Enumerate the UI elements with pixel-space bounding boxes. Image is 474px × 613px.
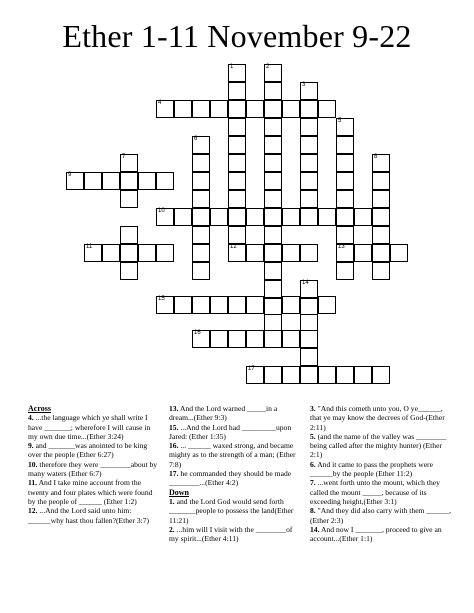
grid-cell[interactable] (210, 330, 228, 348)
grid-cell[interactable] (264, 136, 282, 154)
grid-cell[interactable] (192, 190, 210, 208)
grid-cell[interactable] (282, 296, 300, 314)
across-clue-10: 10. therefore they were ________about by many waters (Ether 6:7) (28, 459, 158, 479)
grid-cell[interactable] (120, 172, 138, 190)
clue-area (0, 404, 474, 613)
clue-column-3 (310, 404, 452, 543)
grid-cell[interactable] (318, 208, 336, 226)
grid-cell[interactable] (228, 226, 246, 244)
grid-cell[interactable] (372, 366, 390, 384)
clue-number: 16 (194, 330, 201, 336)
down-heading: Down (169, 487, 190, 497)
grid-cell[interactable] (120, 226, 138, 244)
clue-number: 10 (158, 208, 165, 214)
grid-cell[interactable] (228, 100, 246, 118)
grid-cell[interactable] (228, 136, 246, 154)
grid-cell[interactable] (228, 330, 246, 348)
clue-column-2 (169, 404, 301, 543)
grid-cell[interactable] (336, 366, 354, 384)
down-clue-7: 7. ...went forth unto the mount, which they called the mount _____, because of its exceeding height,(Ether 3:1) (310, 478, 440, 506)
clue-number: 6 (194, 136, 198, 142)
down-clue-8: 8. "And they did also carry with them ______, (Ether 2:3) (310, 506, 452, 525)
grid-cell[interactable] (264, 330, 282, 348)
grid-cell[interactable] (336, 136, 354, 154)
grid-cell[interactable] (192, 226, 210, 244)
grid-cell[interactable] (210, 296, 228, 314)
grid-cell[interactable] (300, 366, 318, 384)
grid-cell[interactable] (264, 262, 282, 280)
clue-number: 14 (302, 280, 309, 286)
grid-cell[interactable] (156, 208, 174, 226)
grid-cell[interactable] (282, 100, 300, 118)
clue-column-1 (28, 404, 160, 525)
grid-cell[interactable] (228, 296, 246, 314)
grid-cell[interactable] (228, 190, 246, 208)
grid-cell[interactable] (264, 118, 282, 136)
grid-cell[interactable] (390, 244, 408, 262)
grid-cell[interactable] (192, 136, 210, 154)
grid-cell[interactable] (120, 154, 138, 172)
grid-cell[interactable] (120, 244, 138, 262)
grid-cell[interactable] (228, 208, 246, 226)
across-clue-9: 9. and _______was anointed to be king over the people (Ether 6:27) (28, 441, 148, 460)
grid-cell[interactable] (66, 172, 84, 190)
grid-cell[interactable] (354, 208, 372, 226)
grid-cell[interactable] (228, 64, 246, 82)
grid-cell[interactable] (246, 208, 264, 226)
across-clue-12: 12. ...And the Lord said unto him: ______why hast thou fallen?(Ether 3:7) (28, 506, 150, 525)
grid-cell[interactable] (192, 296, 210, 314)
across-clue-4: 4. ...the language which ye shall write I have _______; wherefore I will cause in my own due time...(Ether 3:24) (28, 413, 151, 441)
grid-cell[interactable] (174, 208, 192, 226)
grid-cell[interactable] (300, 330, 318, 348)
grid-cell[interactable] (300, 208, 318, 226)
page-title: Ether 1-11 November 9-22 (62, 18, 412, 54)
clue-number: 12 (230, 244, 237, 250)
grid-cell[interactable] (300, 136, 318, 154)
clue-number: 1 (230, 64, 234, 70)
grid-cell[interactable] (282, 366, 300, 384)
grid-cell[interactable] (228, 82, 246, 100)
grid-cell[interactable] (264, 64, 282, 82)
grid-cell[interactable] (282, 330, 300, 348)
clue-number: 2 (266, 64, 270, 70)
grid-cell[interactable] (264, 100, 282, 118)
grid-cell[interactable] (372, 208, 390, 226)
grid-cell[interactable] (84, 172, 102, 190)
down-clue-3: 3. "And this cometh unto you, O ye______, that ye may know the decrees of God-(Ether 2:11) (310, 404, 445, 432)
grid-cell[interactable] (246, 100, 264, 118)
grid-cell[interactable] (84, 244, 102, 262)
grid-cell[interactable] (336, 172, 354, 190)
down-clue-6: 6. And it came to pass the prophets were ______by the people (Ether 11:2) (310, 459, 433, 479)
grid-cell[interactable] (228, 154, 246, 172)
grid-cell[interactable] (246, 330, 264, 348)
clue-number: 3 (302, 82, 306, 88)
grid-cell[interactable] (192, 330, 210, 348)
grid-cell[interactable] (372, 226, 390, 244)
down-clue-1: 1. and the Lord God would send forth _______people to possess the land(Ether 11:21) (169, 496, 294, 525)
down-clue-5: 5. (and the name of the valley was ________ being called after the mighty hunter) (Ether 2:1) (310, 431, 447, 460)
grid-cell[interactable] (228, 244, 246, 262)
grid-cell[interactable] (264, 154, 282, 172)
grid-cell[interactable] (300, 172, 318, 190)
across-clue-17: 17. he commanded they should be made ________...(Ether 4:2) (169, 469, 292, 488)
grid-cell[interactable] (192, 100, 210, 118)
across-clue-16: 16. ... ______ waxed strong, and became mighty as to the strength of a man; (Ether 7:8) (169, 441, 296, 469)
grid-cell[interactable] (246, 366, 264, 384)
grid-cell[interactable] (264, 190, 282, 208)
grid-cell[interactable] (192, 172, 210, 190)
grid-cell[interactable] (300, 244, 318, 262)
grid-cell[interactable] (318, 100, 336, 118)
grid-cell[interactable] (246, 296, 264, 314)
grid-cell[interactable] (372, 262, 390, 280)
clue-number: 13 (338, 244, 345, 250)
grid-cell[interactable] (336, 118, 354, 136)
clue-number: 5 (338, 118, 342, 124)
grid-cell[interactable] (336, 190, 354, 208)
grid-cell[interactable] (318, 296, 336, 314)
clue-number: 7 (122, 154, 126, 160)
grid-cell[interactable] (192, 262, 210, 280)
grid-cell[interactable] (300, 154, 318, 172)
grid-cell[interactable] (300, 280, 318, 298)
grid-cell[interactable] (156, 296, 174, 314)
clue-number: 11 (86, 244, 93, 250)
grid-cell[interactable] (246, 244, 264, 262)
across-clue-13: 13. And the Lord warned _____in a dream...(Ether 9:3) (169, 404, 278, 423)
grid-cell[interactable] (120, 190, 138, 208)
grid-cell[interactable] (300, 100, 318, 118)
grid-cell[interactable] (174, 100, 192, 118)
across-heading: Across (28, 404, 51, 413)
grid-cell[interactable] (102, 172, 120, 190)
grid-cell[interactable] (300, 348, 318, 366)
grid-cell[interactable] (264, 82, 282, 100)
clue-number: 17 (248, 366, 255, 372)
grid-cell[interactable] (264, 280, 282, 298)
grid-cell[interactable] (210, 100, 228, 118)
grid-cell[interactable] (102, 244, 120, 262)
down-clue-2: 2. ...him will I visit with the ________of my spirit...(Ether 4:11) (169, 524, 293, 544)
clue-number: 15 (158, 296, 165, 302)
clue-number: 9 (68, 172, 72, 178)
grid-cell[interactable] (318, 366, 336, 384)
grid-cell[interactable] (264, 208, 282, 226)
grid-cell[interactable] (282, 208, 300, 226)
grid-cell[interactable] (336, 262, 354, 280)
grid-cell[interactable] (138, 244, 156, 262)
grid-cell[interactable] (372, 190, 390, 208)
grid-cell[interactable] (192, 244, 210, 262)
grid-cell[interactable] (174, 296, 192, 314)
grid-cell[interactable] (264, 172, 282, 190)
grid-cell[interactable] (228, 172, 246, 190)
grid-cell[interactable] (372, 244, 390, 262)
grid-cell[interactable] (336, 244, 354, 262)
grid-cell[interactable] (210, 208, 228, 226)
grid-cell[interactable] (120, 262, 138, 280)
grid-cell[interactable] (228, 118, 246, 136)
grid-cell[interactable] (336, 154, 354, 172)
grid-cell[interactable] (264, 244, 282, 262)
grid-cell[interactable] (300, 118, 318, 136)
grid-cell[interactable] (336, 208, 354, 226)
grid-cell[interactable] (300, 190, 318, 208)
grid-cell[interactable] (156, 172, 174, 190)
grid-cell[interactable] (354, 244, 372, 262)
grid-cell[interactable] (156, 244, 174, 262)
across-clue-15: 15. ...And the Lord had _________upon Jared: (Ether 1:35) (169, 422, 292, 441)
down-clue-14: 14. And now I _______, proceed to give an account...(Ether 1:1) (310, 524, 442, 544)
grid-cell[interactable] (264, 226, 282, 244)
grid-cell[interactable] (282, 244, 300, 262)
grid-cell[interactable] (372, 172, 390, 190)
grid-cell[interactable] (192, 154, 210, 172)
grid-cell[interactable] (354, 366, 372, 384)
grid-cell[interactable] (300, 82, 318, 100)
grid-cell[interactable] (336, 226, 354, 244)
grid-cell[interactable] (156, 100, 174, 118)
grid-cell[interactable] (138, 172, 156, 190)
clue-number: 8 (374, 154, 378, 160)
across-clue-11: 11. And I take mine account from the twenty and four plates which were found by the people of ______ (Ether 1:2) (28, 478, 153, 506)
grid-cell[interactable] (264, 366, 282, 384)
grid-cell[interactable] (192, 208, 210, 226)
clue-number: 4 (158, 100, 162, 106)
grid-cell[interactable] (372, 154, 390, 172)
